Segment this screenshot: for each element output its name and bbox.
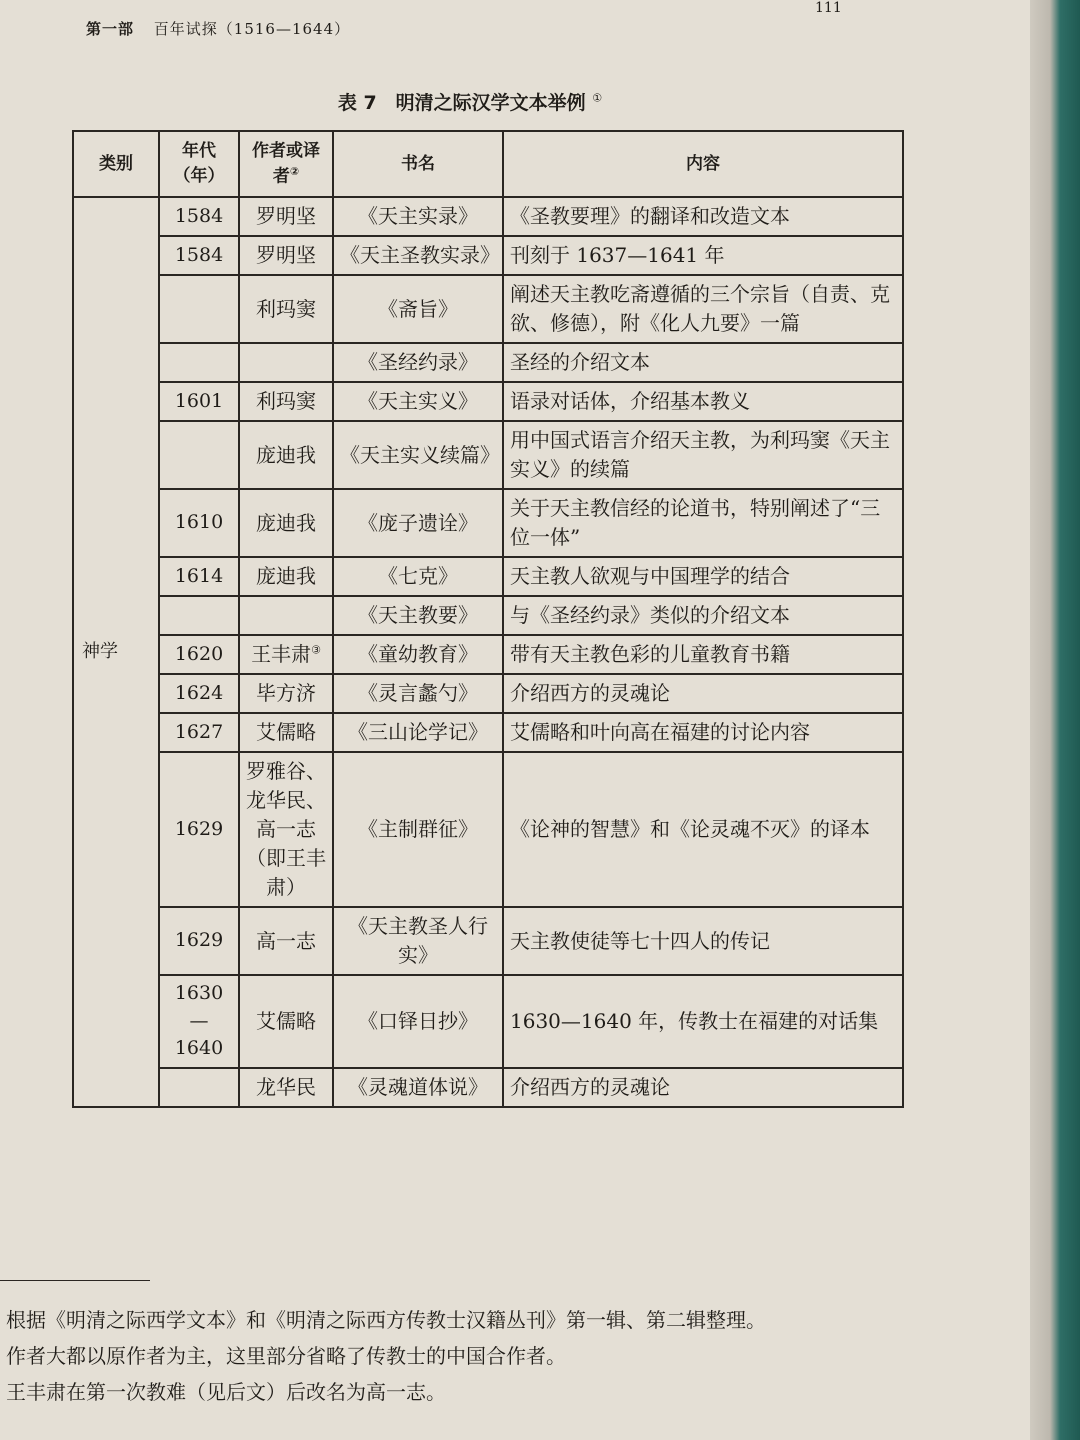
content-cell: 带有天主教色彩的儿童教育书籍 [503,635,903,674]
author-text: 罗明坚 [256,243,316,267]
book-cell: 《七克》 [333,557,503,596]
book-cell: 《圣经约录》 [333,343,503,382]
table-header-row [73,131,903,197]
year-cell: 1627 [159,713,239,752]
table-row [73,674,903,713]
content-cell: 《论神的智慧》和《论灵魂不灭》的译本 [503,752,903,907]
book-cell: 《三山论学记》 [333,713,503,752]
table-row [73,489,903,557]
author-text: 艾儒略 [256,720,316,744]
year-cell: 1620 [159,635,239,674]
author-cell [239,674,333,713]
book-cell: 《灵言蠡勺》 [333,674,503,713]
author-cell [239,596,333,635]
author-text: 利玛窦 [256,296,316,321]
table-caption-note-mark: ① [592,91,603,105]
author-text: 艾儒略 [256,1008,316,1033]
author-cell [239,421,333,489]
table-caption-text: 表 7 明清之际汉学文本举例 [337,92,586,114]
author-cell [239,1068,333,1107]
author-text: 龙华民 [256,1074,316,1099]
year-cell: 1614 [159,557,239,596]
footnote: 作者大都以原作者为主，这里部分省略了传教士的中国合作者。 [6,1344,566,1368]
year-cell [159,421,239,489]
book-cell: 《天主实录》 [333,197,503,236]
book-cell: 《天主实义续篇》 [333,421,503,489]
footnotes [6,1302,1006,1410]
year-cell [159,275,239,343]
page-number: 111 [815,0,842,16]
author-cell [239,907,333,975]
author-cell [239,275,333,343]
table-row [73,275,903,343]
footnote: 王丰肃在第一次教难（见后文）后改名为高一志。 [6,1380,446,1404]
author-cell [239,752,333,907]
texts-table [72,130,904,1108]
content-cell: 圣经的介绍文本 [503,343,903,382]
table-row [73,596,903,635]
content-cell: 关于天主教信经的论道书，特别阐述了“三位一体” [503,489,903,557]
header-title: 百年试探（1516—1644） [153,20,351,38]
author-text: 利玛窦 [256,389,316,413]
book-cell: 《斋旨》 [333,275,503,343]
book-cell: 《灵魂道体说》 [333,1068,503,1107]
book-cell: 《天主教要》 [333,596,503,635]
year-cell: 1601 [159,382,239,421]
author-text: 毕方济 [256,681,316,705]
content-cell: 与《圣经约录》类似的介绍文本 [503,596,903,635]
author-text: 罗明坚 [256,204,316,228]
author-cell [239,197,333,236]
content-cell: 用中国式语言介绍天主教，为利玛窦《天主实义》的续篇 [503,421,903,489]
content-cell: 艾儒略和叶向高在福建的讨论内容 [503,713,903,752]
year-cell: 1610 [159,489,239,557]
author-note-mark: ③ [311,643,321,657]
author-cell [239,236,333,275]
content-cell: 语录对话体，介绍基本教义 [503,382,903,421]
author-cell [239,975,333,1068]
table-row [73,635,903,674]
running-header [86,18,350,39]
content-cell: 《圣教要理》的翻译和改造文本 [503,197,903,236]
year-cell: 1630—1640 [159,975,239,1068]
col-header-content: 内容 [503,131,903,197]
book-cell: 《主制群征》 [333,752,503,907]
year-cell: 1584 [159,197,239,236]
book-cell: 《庞子遗诠》 [333,489,503,557]
table-row [73,975,903,1068]
year-cell [159,1068,239,1107]
author-cell [239,557,333,596]
year-cell: 1624 [159,674,239,713]
author-text: 罗雅谷、龙华民、高一志（即王丰肃） [246,759,326,899]
table-row [73,1068,903,1107]
year-cell: 1629 [159,752,239,907]
table-row [73,236,903,275]
year-cell: 1629 [159,907,239,975]
col-header-author-text: 作者或译者 [252,141,320,187]
footnote-divider [0,1280,150,1281]
category-cell: 神学 [73,197,159,1107]
author-text: 庞迪我 [256,442,316,467]
col-header-book: 书名 [333,131,503,197]
footnote: 根据《明清之际西学文本》和《明清之际西方传教士汉籍丛刊》第一辑、第二辑整理。 [6,1308,766,1332]
col-header-author [239,131,333,197]
table-row [73,557,903,596]
author-cell [239,343,333,382]
book-cell: 《天主实义》 [333,382,503,421]
author-cell [239,382,333,421]
author-text: 庞迪我 [256,510,316,535]
table-row [73,752,903,907]
content-cell: 介绍西方的灵魂论 [503,1068,903,1107]
book-cell: 《童幼教育》 [333,635,503,674]
table-caption [0,88,940,115]
table-row [73,713,903,752]
year-cell [159,596,239,635]
table-row [73,197,903,236]
content-cell: 阐述天主教吃斋遵循的三个宗旨（自责、克欲、修德），附《化人九要》一篇 [503,275,903,343]
table-row [73,907,903,975]
content-cell: 天主教人欲观与中国理学的结合 [503,557,903,596]
year-cell [159,343,239,382]
book-cell: 《天主教圣人行实》 [333,907,503,975]
content-cell: 1630—1640 年，传教士在福建的对话集 [503,975,903,1068]
year-cell: 1584 [159,236,239,275]
col-header-author-mark: ② [289,164,300,178]
content-cell: 介绍西方的灵魂论 [503,674,903,713]
author-text: 王丰肃 [251,642,312,666]
table-row [73,343,903,382]
author-cell [239,489,333,557]
col-header-year: 年代（年） [159,131,239,197]
header-section: 第一部 [86,20,135,38]
book-cell: 《口铎日抄》 [333,975,503,1068]
content-cell: 天主教使徒等七十四人的传记 [503,907,903,975]
book-cell: 《天主圣教实录》 [333,236,503,275]
table-row [73,421,903,489]
book-edge [1030,0,1080,1440]
table-row [73,382,903,421]
content-cell: 刊刻于 1637—1641 年 [503,236,903,275]
author-cell [239,635,333,674]
col-header-category: 类别 [73,131,159,197]
author-cell [239,713,333,752]
author-text: 庞迪我 [256,564,316,588]
author-text: 高一志 [256,928,316,953]
